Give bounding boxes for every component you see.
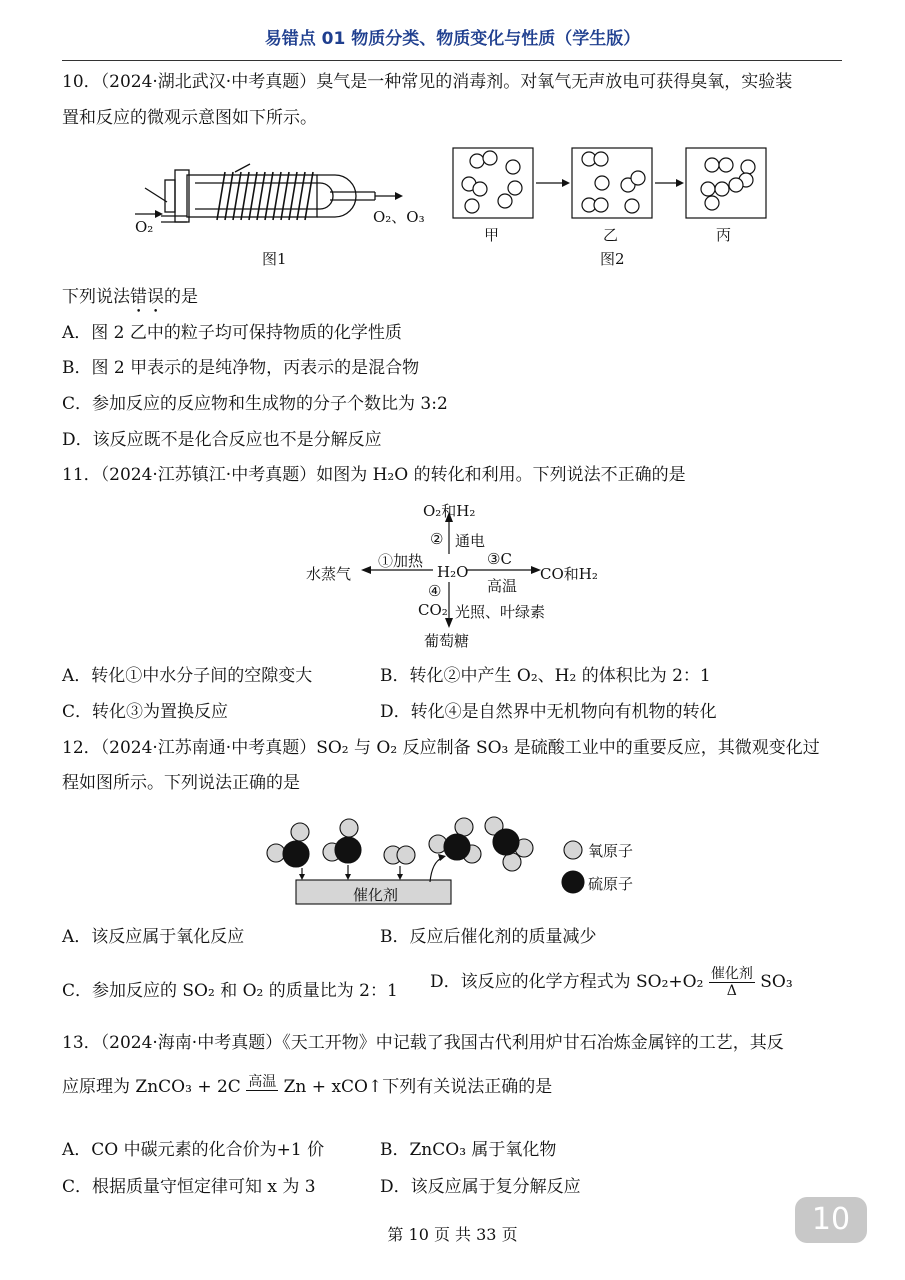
fig2-caption: 图2 <box>600 250 625 268</box>
q11-center-h2o: H₂O <box>437 563 469 581</box>
q11-option-c: C．转化③为置换反应 <box>62 702 229 722</box>
q12-option-d-cond-bottom: Δ <box>726 983 737 999</box>
q13-stem-line1: 13．（2024·海南·中考真题）《天工开物》中记载了我国古代利用炉甘石冶炼金属锌的工艺，其反 <box>62 1033 784 1053</box>
q13-stem-line2-prefix: 应原理为 ZnCO₃ + 2C <box>62 1077 241 1097</box>
fig2-box-label-jia: 甲 <box>484 226 500 244</box>
q11-stem: 11．（2024·江苏镇江·中考真题）如图为 H₂O 的转化和利用。下列说法不正确的是 <box>62 465 686 485</box>
fig2-box-label-yi: 乙 <box>603 226 619 244</box>
q12-stem-line1: 12．（2024·江苏南通·中考真题）SO₂ 与 O₂ 反应制备 SO₃ 是硫酸工业中的重要反应，其微观变化过 <box>62 738 820 758</box>
fig1-outlet-label: O₂、O₃ <box>373 208 425 226</box>
q11-right-product: CO和H₂ <box>540 565 598 583</box>
q11-right-condition: 高温 <box>487 577 518 595</box>
q10-prompt-pre: 下列说法 <box>62 287 130 307</box>
q12-option-d-prefix: D．该反应的化学方程式为 SO₂+O₂ <box>430 972 704 992</box>
legend-sulfur-atom: 硫原子 <box>588 875 634 893</box>
fig1-inlet-label: O₂ <box>135 218 154 236</box>
q11-left-condition: ①加热 <box>378 552 424 570</box>
q11-up-condition: 通电 <box>455 532 486 550</box>
q10-option-b: B．图 2 甲表示的是纯净物，丙表示的是混合物 <box>62 358 420 378</box>
q10-prompt <box>62 285 198 317</box>
q11-up-product: O₂和H₂ <box>423 502 476 520</box>
q11-down-reactant: CO₂ <box>418 601 448 619</box>
q11-left-product: 水蒸气 <box>306 565 352 583</box>
q12-option-c: C．参加反应的 SO₂ 和 O₂ 的质量比为 2：1 <box>62 981 398 1001</box>
q13-stem-line2 <box>62 1072 552 1102</box>
q12-option-d-condition <box>709 966 755 999</box>
q11-down-product: 葡萄糖 <box>424 632 470 650</box>
header-divider <box>62 60 842 61</box>
particle-boxes-figure <box>450 145 770 225</box>
q10-option-c: C．参加反应的反应物和生成物的分子个数比为 3:2 <box>62 394 448 414</box>
q13-option-a: A．CO 中碳元素的化合价为+1 价 <box>62 1140 325 1160</box>
q13-stem-line2-suffix: Zn + xCO↑下列有关说法正确的是 <box>283 1077 553 1097</box>
q10-stem-line1: 10．（2024·湖北武汉·中考真题）臭气是一种常见的消毒剂。对氧气无声放电可获得臭氧，实验装 <box>62 72 793 92</box>
q11-up-step: ② <box>430 530 444 548</box>
q13-option-c: C．根据质量守恒定律可知 x 为 3 <box>62 1177 316 1197</box>
q12-option-d-cond-top: 催化剂 <box>710 966 753 982</box>
q13-option-d: D．该反应属于复分解反应 <box>380 1177 581 1197</box>
page-header-title: 易错点 01 物质分类、物质变化与性质（学生版） <box>264 29 641 49</box>
fig2-box-label-bing: 丙 <box>716 226 732 244</box>
q12-option-d-suffix: SO₃ <box>760 972 793 992</box>
q11-down-step: ④ <box>428 582 442 600</box>
q10-prompt-post: 的是 <box>164 287 198 307</box>
q13-stem-cond-top: 高温 <box>248 1074 277 1090</box>
q11-down-condition: 光照、叶绿素 <box>455 603 546 621</box>
q10-option-d: D．该反应既不是化合反应也不是分解反应 <box>62 430 382 450</box>
q10-stem-line2: 置和反应的微观示意图如下所示。 <box>62 108 317 128</box>
q11-option-b: B．转化②中产生 O₂、H₂ 的体积比为 2：1 <box>380 666 711 686</box>
q10-prompt-emphasis: 错误 <box>130 287 164 307</box>
q12-option-a: A．该反应属于氧化反应 <box>62 927 245 947</box>
q12-stem-line2: 程如图所示。下列说法正确的是 <box>62 773 300 793</box>
legend-oxygen-atom: 氧原子 <box>588 842 634 860</box>
q10-option-a: A．图 2 乙中的粒子均可保持物质的化学性质 <box>62 323 402 343</box>
q13-option-b: B．ZnCO₃ 属于氧化物 <box>380 1140 557 1160</box>
q11-right-step: ③C <box>487 550 512 568</box>
page-number-footer: 第 10 页 共 33 页 <box>387 1225 518 1244</box>
q11-option-a: A．转化①中水分子间的空隙变大 <box>62 666 313 686</box>
q13-stem-condition <box>246 1074 278 1091</box>
catalyst-label: 催化剂 <box>353 886 399 904</box>
q12-option-d <box>430 966 793 999</box>
page-number-badge: 10 <box>795 1197 867 1243</box>
q11-option-d: D．转化④是自然界中无机物向有机物的转化 <box>380 702 717 722</box>
fig1-caption: 图1 <box>262 250 287 268</box>
q12-option-b: B．反应后催化剂的质量减少 <box>380 927 597 947</box>
